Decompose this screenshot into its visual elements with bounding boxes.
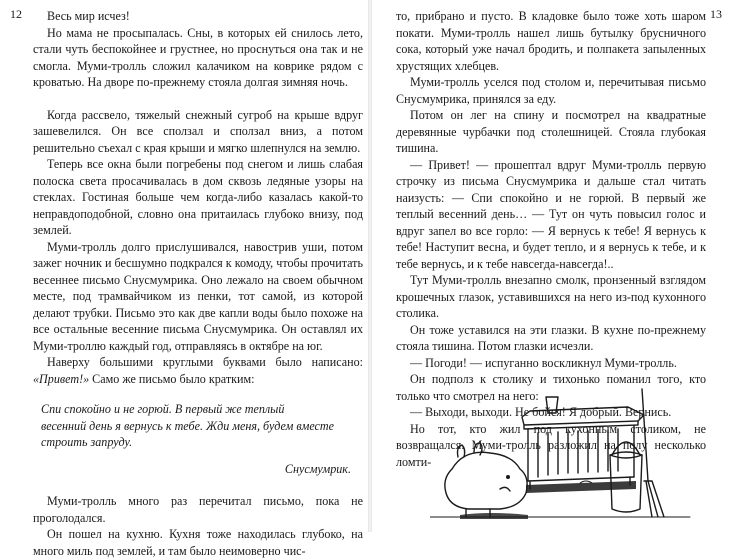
paragraph: Весь мир исчез!: [47, 9, 130, 23]
page-gutter: [368, 0, 372, 532]
letter-line: Спи спокойно и не горюй. В первый же теплый: [41, 402, 285, 416]
paragraph-letter-intro: [33, 354, 363, 387]
page-number-right: 13: [710, 7, 722, 21]
paragraph: Потом он лег на спину и посмотрел на квадратные деревянные чурбачки под столешницей. Стояла глубокая тишина.: [396, 108, 706, 155]
greeting-text: «Привет!»: [33, 371, 90, 386]
paragraph: — Погоди! — испуганно воскликнул Муми-тролль.: [410, 355, 677, 370]
page-number-left: 12: [10, 7, 22, 21]
paragraph: Муми-тролль уселся под столом и, перечитывая письмо Снусмумрика, принялся за еду.: [396, 75, 706, 106]
letter-line: строить запруду.: [41, 435, 133, 449]
paragraph: Муми-тролль много раз перечитал письмо, пока не проголодался.: [33, 494, 363, 525]
paragraph: Когда рассвело, тяжелый снежный сугроб на крыше вдруг зашевелился. Он все сползал и сползал вниз, а потом решительно съехал с края крыши и мягко шлепнулся на землю.: [33, 107, 363, 155]
paragraph: Но тот, кто жил под кухонным столиком, не возвращался. Муми-тролль разложил на полу несколько ломти-: [396, 421, 706, 469]
paragraph: Но мама не просыпалась. Сны, в которых ей снилось лето, стали чуть беспокойнее и грустнее, но проснуться она так и не смогла. Муми-тролль сложил калачиком на коврике рядом с кроватью. На дворе по-прежнему стояла долгая зимняя ночь.: [33, 25, 363, 89]
paragraph: Он пошел на кухню. Кухня тоже находилась глубоко, на много миль под землей, и там было неимоверно чис-: [33, 527, 363, 558]
text: Наверху большими круглыми буквами было написано:: [47, 355, 363, 369]
paragraph: Теперь все окна были погребены под снегом и лишь слабая полоска света просачивалась в дом сквозь ледяные узоры на стеклах. Гостиная больше чем когда-либо казалась какой-то неправдоподобной, словно она притаилась глубоко внизу, под землей.: [33, 157, 363, 237]
paragraph: Он подполз к столику и тихонько поманил того, кто только что смотрел на него:: [396, 372, 706, 403]
paragraph: Муми-тролль долго прислушивался, навострив уши, потом зажег ночник и бесшумно подкрался к комоду, чтобы прочитать весеннее письмо Снусмумрика. Оно лежало на своем обычном месте, под трамвайчиком из пенки, тот самой, из которой делают трубки. Письмо это как две капли воды было похоже на все остальные весенние письма Снусмумрика. Он оставлял их Муми-троллю каждый год, отправляясь в октябре на юг.: [33, 239, 363, 353]
text: Само же письмо было кратким:: [89, 371, 255, 386]
paragraph: — Привет! — прошептал вдруг Муми-тролль первую строчку из письма Снусмумрика и дальше стал читать наизусть: — Спи спокойно и не горюй. В первый же теплый весенний день… — Тут он чуть повысил голос и вдруг запел во все горло: — Я вернусь к тебе! Я вернусь к тебе! Наступит весна, и будет тепло, и я вернусь к тебе, и к тебе вернусь, и к тебе навсегда-навсегда!..: [396, 157, 706, 271]
paragraph: то, прибрано и пусто. В кладовке было тоже хоть шаром покати. Муми-тролль нашел лишь бутылку брусничного сока, который уже начал бродить, и полпакета запыленных хрустящих хлебцев.: [396, 9, 706, 73]
letter-line: весенний день я вернусь к тебе. Жди меня, будем вместе: [41, 418, 334, 433]
paragraph: Тут Муми-тролль внезапно смолк, пронзенный взглядом крошечных глазок, уставившихся на него из-под кухонного столика.: [396, 273, 706, 320]
letter-quote: [41, 401, 363, 451]
moomin-kitchen-illustration: [430, 385, 700, 527]
paragraph: — Выходи, выходи. Не бойся! Я добрый. Вернись.: [410, 405, 672, 419]
letter-signature: Снусмумрик.: [284, 461, 351, 476]
paragraph: Он тоже уставился на эти глазки. В кухне по-прежнему стояла тишина. Потом глазки исчезли.: [396, 322, 706, 353]
left-page-text: [33, 8, 363, 559]
